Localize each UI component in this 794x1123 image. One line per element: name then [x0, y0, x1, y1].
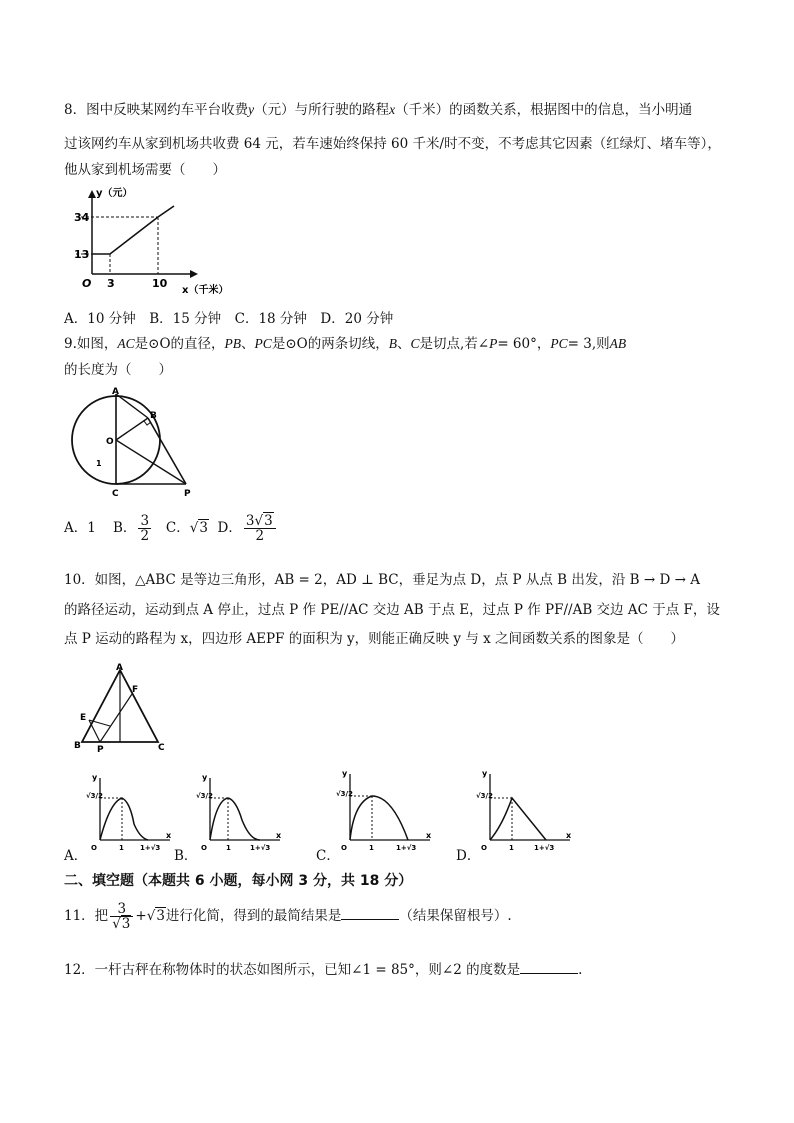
svg-text:O: O	[481, 844, 487, 852]
q9-label-one: 1	[96, 459, 102, 468]
svg-text:1: 1	[509, 844, 514, 852]
q8-line1: 8．图中反映某网约车平台收费y（元）与所行驶的路程x（千米）的函数关系，根据图中的信息，当小明通	[64, 102, 693, 118]
q9-label-b: B	[150, 411, 157, 421]
q9-circle-figure	[64, 384, 204, 500]
q10-graph-b	[196, 772, 286, 854]
q10-line2: 的路径运动，运动到点 A 停止，过点 P 作 PE//AC 交边 AB 于点 E，过点 P 作 PF//AB 交边 AC 于点 F，设	[64, 602, 720, 618]
svg-text:1+√3: 1+√3	[250, 844, 271, 852]
svg-text:√3/2: √3/2	[196, 792, 213, 800]
q11-answer-blank[interactable]	[341, 907, 399, 920]
svg-text:O: O	[91, 844, 97, 852]
section2-title: 二、填空题（本题共 6 小题，每小网 3 分，共 18 分）	[64, 873, 413, 889]
q9-label-p: P	[184, 489, 191, 499]
svg-text:1: 1	[369, 844, 374, 852]
svg-text:x: x	[426, 831, 432, 840]
svg-text:1+√3: 1+√3	[396, 844, 417, 852]
q8-y-axis-label: y（元）	[96, 188, 133, 199]
q11-line: 11．把 $\frac{3}{√3}$ +√3进行化简，得到的最简结果是 （结果保留根号）.	[64, 901, 512, 933]
q8-x-tick-3: 3	[107, 277, 115, 290]
q10-label-a: A	[116, 663, 123, 673]
q9-options: A．1 B． $\frac{3}{2}$ C．√3 D． $\frac{3√3}{2}$	[64, 514, 278, 543]
q8-options: A．10 分钟 B．15 分钟 C．18 分钟 D．20 分钟	[64, 311, 394, 327]
q12-line: 12．一杆古秤在称物体时的状态如图所示，已知∠1 = 85°，则∠2 的度数是 .	[64, 962, 583, 978]
q10-option-c-label: C．	[316, 848, 340, 864]
svg-text:√3/2: √3/2	[336, 790, 353, 798]
svg-text:y: y	[92, 773, 98, 782]
q8-y-tick-34: 34	[74, 211, 90, 224]
q12-answer-blank[interactable]	[520, 961, 578, 974]
q10-graph-a	[86, 772, 176, 854]
svg-text:y: y	[482, 769, 488, 778]
q10-label-e: E	[80, 713, 87, 723]
q8-x-axis-label: x（千米）	[182, 285, 229, 296]
q10-option-a-label: A．	[64, 848, 88, 864]
q10-triangle-figure	[70, 662, 170, 752]
q10-graph-c	[336, 768, 436, 854]
q10-line1: 10．如图，△ABC 是等边三角形，AB = 2，AD ⊥ BC，垂足为点 D，点 P 从点 B 出发，沿 B → D → A	[64, 572, 700, 588]
q10-label-f: F	[132, 685, 139, 695]
q10-option-d-label: D．	[456, 848, 481, 864]
svg-text:O: O	[201, 844, 207, 852]
q10-label-p: P	[97, 745, 104, 752]
q9-label-a: A	[112, 387, 119, 397]
svg-text:x: x	[166, 831, 172, 840]
q10-graph-d	[476, 768, 576, 854]
q8-line3: 他从家到机场需要（ ）	[64, 162, 226, 178]
svg-text:y: y	[202, 773, 208, 782]
q10-label-b: B	[74, 741, 81, 751]
q8-origin: O	[82, 277, 92, 290]
svg-text:1: 1	[226, 844, 231, 852]
svg-text:x: x	[276, 831, 282, 840]
q10-line3: 点 P 运动的路程为 x，四边形 AEPF 的面积为 y，则能正确反映 y 与 x 之间函数关系的图象是（ ）	[64, 631, 685, 647]
q8-line2: 过该网约车从家到机场共收费 64 元，若车速始终保持 60 千米/时不变，不考虑其它因素（红绿灯、堵车等），	[64, 136, 721, 152]
svg-text:y: y	[342, 769, 348, 778]
q8-fare-graph	[62, 184, 232, 296]
svg-text:√3/2: √3/2	[86, 792, 103, 800]
q9-label-o: O	[106, 437, 114, 447]
q10-option-b-label: B．	[174, 848, 198, 864]
svg-text:1+√3: 1+√3	[534, 844, 555, 852]
svg-text:1: 1	[119, 844, 124, 852]
svg-text:√3/2: √3/2	[476, 792, 493, 800]
svg-text:1+√3: 1+√3	[140, 844, 161, 852]
q8-x-tick-10: 10	[152, 277, 168, 290]
svg-text:x: x	[566, 831, 572, 840]
svg-text:O: O	[341, 844, 347, 852]
q9-line1: 9.如图，AC是⊙O的直径，PB、PC是⊙O的两条切线，B、C是切点,若∠P= 60°，PC= 3,则AB	[64, 336, 627, 352]
q10-label-c: C	[158, 743, 165, 752]
q8-y-tick-13: 13	[74, 248, 90, 261]
q9-label-c: C	[112, 489, 119, 499]
q9-line2: 的长度为（ ）	[64, 362, 172, 378]
